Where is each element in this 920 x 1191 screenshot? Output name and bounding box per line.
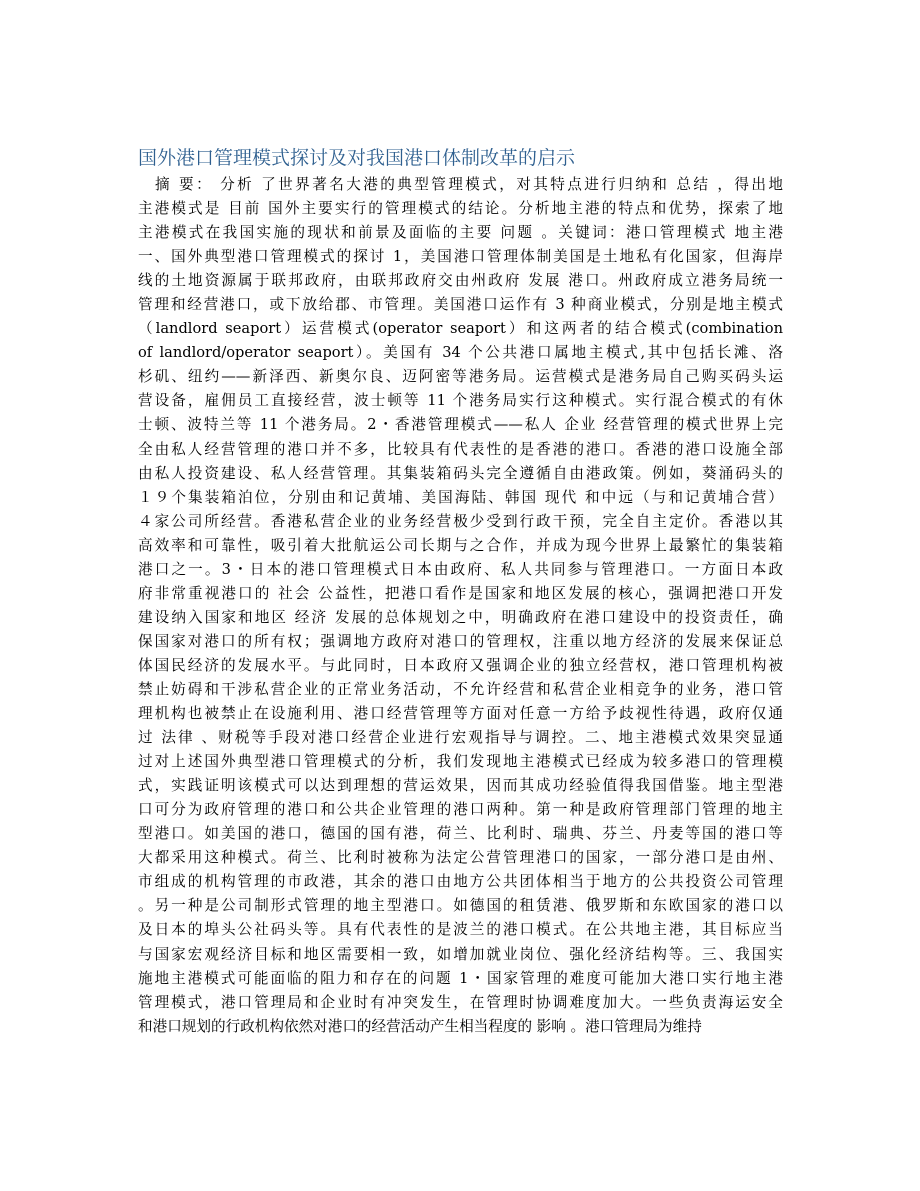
body-text-line: 型港口。如美国的港口，德国的国有港，荷兰、比利时、瑞典、芬兰、丹麦等国的港口等 [138, 825, 783, 843]
body-text-line: 摘 要： 分析 了世界著名大港的典型管理模式，对其特点进行归纳和 总结 ，得出地 [138, 176, 783, 193]
body-text-line: 管理和经营港口，或下放给郡、市管理。美国港口运作有 3 种商业模式，分别是地主模式 [138, 296, 783, 314]
body-text-line: 管理模式，港口管理局和企业时有冲突发生，在管理时协调难度加大。一些负责海运安全 [138, 993, 783, 1011]
body-text-line: 主港模式是 目前 国外主要实行的管理模式的结论。分析地主港的特点和优势，探索了地 [138, 200, 783, 218]
body-text-line: of landlord/operator seaport）。美国有 34 个公共港口属地主模式,其中包括长滩、洛 [138, 344, 783, 362]
body-text-line: 及日本的埠头公社码头等。具有代表性的是波兰的港口模式。在公共地主港，其目标应当 [138, 921, 783, 939]
body-text-line: 由私人投资建设、私人经营管理。其集装箱码头完全遵循自由港政策。例如，葵涌码头的 [138, 464, 783, 482]
article [138, 146, 783, 1039]
article-body [138, 173, 783, 1039]
body-text-line: 大都采用这种模式。荷兰、比利时被称为法定公营管理港口的国家，一部分港口是由州、 [138, 849, 783, 867]
body-text-line: 市组成的机构管理的市政港，其余的港口由地方公共团体相当于地方的公共投资公司管理 [138, 873, 783, 891]
body-text-line: （landlord seaport）运营模式(operator seaport）和这两者的结合模式(combination [138, 320, 783, 338]
body-text-line: 线的土地资源属于联邦政府，由联邦政府交由州政府 发展 港口。州政府成立港务局统一 [138, 272, 783, 290]
article-title: 国外港口管理模式探讨及对我国港口体制改革的启示 [138, 147, 576, 169]
body-text-line: 一、国外典型港口管理模式的探讨 1，美国港口管理体制美国是土地私有化国家，但海岸 [138, 248, 783, 266]
body-text-line: 与国家宏观经济目标和地区需要相一致，如增加就业岗位、强化经济结构等。三、我国实 [138, 945, 783, 963]
body-text-line: 全由私人经营管理的港口并不多，比较具有代表性的是香港的港口。香港的港口设施全部 [138, 440, 783, 458]
body-text-line: １９个集装箱泊位，分别由和记黄埔、美国海陆、韩国 现代 和中远（与和记黄埔合营） [138, 488, 783, 506]
body-text-line: 港口之一。3・日本的港口管理模式日本由政府、私人共同参与管理港口。一方面日本政 [138, 560, 783, 578]
body-text-line: 和港口规划的行政机构依然对港口的经营活动产生相当程度的 影响 。港口管理局为维持 [138, 1017, 702, 1035]
body-text-line: 建设纳入国家和地区 经济 发展的总体规划之中，明确政府在港口建设中的投资责任，确 [138, 608, 783, 626]
body-text-line: 理机构也被禁止在设施利用、港口经营管理等方面对任意一方给予歧视性待遇，政府仅通 [138, 705, 783, 723]
body-text-line: 过 法律 、财税等手段对港口经营企业进行宏观指导与调控。二、地主港模式效果突显通 [138, 729, 783, 747]
body-text-line: 式，实践证明该模式可以达到理想的营运效果，因而其成功经验值得我国借鉴。地主型港 [138, 777, 783, 795]
body-text-line: 施地主港模式可能面临的阻力和存在的问题 1・国家管理的难度可能加大港口实行地主港 [138, 969, 783, 987]
body-text-line: ４家公司所经营。香港私营企业的业务经营极少受到行政干预，完全自主定价。香港以其 [138, 512, 783, 530]
body-text-line: 禁止妨碍和干涉私营企业的正常业务活动，不允许经营和私营企业相竞争的业务，港口管 [138, 680, 783, 698]
body-text-line: 主港模式在我国实施的现状和前景及面临的主要 问题 。关键词：港口管理模式 地主港 [138, 224, 783, 242]
body-text-line: 营设备，雇佣员工直接经营，波士顿等 11 个港务局实行这种模式。实行混合模式的有休 [138, 392, 783, 410]
body-text-line: 高效率和可靠性，吸引着大批航运公司长期与之合作，并成为现今世界上最繁忙的集装箱 [138, 536, 783, 554]
body-text-line: 杉矶、纽约——新泽西、新奥尔良、迈阿密等港务局。运营模式是港务局自己购买码头运 [138, 368, 783, 386]
body-text-line: 体国民经济的发展水平。与此同时，日本政府又强调企业的独立经营权，港口管理机构被 [138, 656, 783, 674]
body-text-line: 士顿、波特兰等 11 个港务局。2・香港管理模式——私人 企业 经营管理的模式世界上完 [138, 416, 783, 434]
body-text-line: 保国家对港口的所有权；强调地方政府对港口的管理权，注重以地方经济的发展来保证总 [138, 632, 783, 650]
body-text-line: 府非常重视港口的 社会 公益性，把港口看作是国家和地区发展的核心，强调把港口开发 [138, 584, 783, 602]
body-text-line: 。另一种是公司制形式管理的地主型港口。如德国的租赁港、俄罗斯和东欧国家的港口以 [138, 897, 783, 915]
body-text-line: 过对上述国外典型港口管理模式的分析，我们发现地主港模式已经成为较多港口的管理模 [138, 753, 783, 771]
body-text-line: 口可分为政府管理的港口和公共企业管理的港口两种。第一种是政府管理部门管理的地主 [138, 801, 783, 819]
